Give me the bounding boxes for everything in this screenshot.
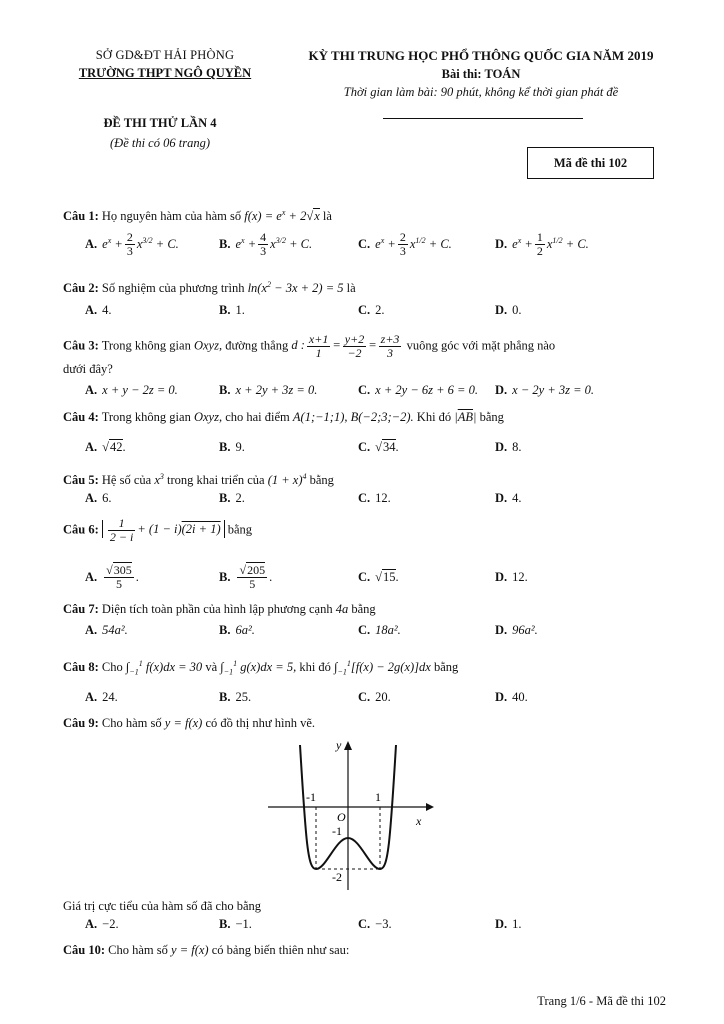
exam-title: KỲ THI TRUNG HỌC PHỔ THÔNG QUỐC GIA NĂM 2019: [308, 48, 654, 63]
origin-label: O: [337, 810, 346, 824]
q1-formula: $f(x) = e^x + 2√x$: [244, 208, 320, 224]
q5-option-c[interactable]: C. 12.: [358, 490, 391, 505]
q6-option-d[interactable]: D. 12.: [495, 569, 528, 584]
y-axis-label: y: [336, 738, 342, 752]
q10-text2: có bảng biến thiên như sau:: [211, 943, 350, 957]
q8-integral-combo: $\int_{-1}^1[f(x) - 2g(x)]dx$: [334, 659, 431, 677]
q8-option-b[interactable]: B. 25.: [219, 689, 252, 704]
q7-option-a[interactable]: A. 54a².: [85, 622, 128, 637]
q9-text: Cho hàm số: [101, 716, 162, 730]
q4-space: Oxyz,: [193, 410, 223, 424]
q3-option-c[interactable]: C. x + 2y − 6z + 6 = 0.: [358, 382, 478, 397]
q6-suffix: bằng: [227, 522, 253, 537]
q9-option-d[interactable]: D. 1.: [495, 916, 522, 931]
q2-text: Số nghiệm của phương trình: [101, 281, 245, 296]
q8-integral-g: $\int_{-1}^1$ g(x)dx = 5,: [220, 659, 297, 677]
q7-text: Diện tích toàn phần của hình lập phương cạnh: [101, 602, 333, 616]
header-divider: [383, 118, 583, 119]
q5-option-b[interactable]: B. 2.: [219, 490, 245, 505]
q4-option-d[interactable]: D. 8.: [495, 439, 522, 454]
q5-expr: $(1 + x)^4$: [267, 472, 307, 488]
q3-options: [85, 375, 685, 405]
q1-text: Họ nguyên hàm của hàm số: [101, 209, 242, 224]
q6-option-b[interactable]: B. $\frac{√205}{5}$ .: [219, 562, 273, 591]
q10-text: Cho hàm số: [108, 943, 168, 957]
q3-line-equation: d : $\frac{x+1}{1}$ = $\frac{y+2}{-2}$ = $\frac{z+3}{3}$: [291, 332, 400, 360]
q2-option-c[interactable]: C. 2.: [358, 302, 385, 317]
q2-options: [85, 295, 685, 325]
q2-option-b[interactable]: B. 1.: [219, 302, 245, 317]
exam-time: Thời gian làm bài: 90 phút, không kể thời gian phát đề: [343, 85, 619, 99]
exam-subject: Bài thi: TOÁN: [441, 67, 521, 81]
question-6: [63, 517, 683, 544]
q4-label: Câu 4:: [63, 410, 99, 424]
q8-option-d[interactable]: D. 40.: [495, 689, 528, 704]
q7-edge: 4a: [335, 602, 349, 616]
question-8: [63, 655, 683, 682]
q3-text2: đường thẳng: [225, 338, 289, 353]
q8-integral-f: $\int_{-1}^1$ f(x)dx = 30: [125, 659, 203, 677]
question-9: [63, 714, 683, 732]
q2-option-d[interactable]: D. 0.: [495, 302, 522, 317]
q2-formula: $\ln(x^2 - 3x + 2) = 5$: [247, 280, 344, 296]
x-axis-arrow: [426, 803, 434, 811]
q1-option-a[interactable]: A. $e^x$ + $\frac{2}{3}$ $x^{3/2} + C$.: [85, 229, 179, 258]
q4-option-b[interactable]: B. 9.: [219, 439, 245, 454]
q8-text: Cho: [101, 660, 123, 675]
question-1: [63, 204, 683, 225]
q8-suffix: bằng: [433, 660, 459, 675]
q6-options: [85, 562, 685, 592]
q2-option-a[interactable]: A. 4.: [85, 302, 112, 317]
department-name: SỞ GD&ĐT HẢI PHÒNG: [95, 48, 235, 62]
q8-label: Câu 8:: [63, 660, 99, 675]
q10-label: Câu 10:: [63, 943, 106, 957]
q9-option-c[interactable]: C. −3.: [358, 916, 392, 931]
q4-option-a[interactable]: A. √ 42 .: [85, 439, 126, 454]
q9-function: y = f(x): [164, 716, 203, 730]
q5-label: Câu 5:: [63, 473, 99, 488]
q10-function: y = f(x): [171, 943, 209, 957]
q6-option-c[interactable]: C. √ 15 .: [358, 569, 399, 584]
q4-options: [85, 432, 685, 462]
tick-label-1: 1: [375, 790, 381, 804]
q4-option-c[interactable]: C. √ 34 .: [358, 439, 399, 454]
q5-option-a[interactable]: A. 6.: [85, 490, 112, 505]
q7-options: [85, 615, 685, 645]
q9-label: Câu 9:: [63, 716, 99, 730]
q5-option-d[interactable]: D. 4.: [495, 490, 522, 505]
q7-suffix: bằng: [351, 602, 376, 616]
q7-option-d[interactable]: D. 96a².: [495, 622, 538, 637]
tick-label-y-minus2: -2: [332, 870, 342, 884]
header-right: [283, 47, 679, 101]
tick-label-minus1: -1: [306, 790, 316, 804]
q1-label: Câu 1:: [63, 209, 99, 224]
q4-suffix: Khi đó: [416, 410, 452, 424]
q1-options: [85, 229, 685, 259]
q8-options: [85, 682, 685, 712]
q3-option-b[interactable]: B. x + 2y + 3z = 0.: [219, 382, 318, 397]
q7-option-c[interactable]: C. 18a².: [358, 622, 401, 637]
question-10: [63, 941, 683, 959]
q6-expression: $\frac{1}{2 - i}$ + (1 − i)(2i + 1): [102, 520, 225, 538]
q3-label: Câu 3:: [63, 338, 99, 353]
q8-option-a[interactable]: A. 24.: [85, 689, 118, 704]
tick-label-y-minus1: -1: [332, 824, 342, 838]
q2-suffix: là: [346, 281, 356, 296]
q5-text: Hệ số của: [101, 473, 152, 488]
q3-space: Oxyz,: [193, 338, 223, 353]
y-axis-arrow: [344, 741, 352, 750]
q4-points: A(1;−1;1), B(−2;3;−2).: [292, 410, 414, 424]
page-footer: Trang 1/6 - Mã đề thi 102: [537, 994, 666, 1008]
q9-text2: có đồ thị như hình vẽ.: [205, 716, 316, 730]
q2-label: Câu 2:: [63, 281, 99, 296]
header-left: [60, 46, 270, 82]
school-name: TRƯỜNG THPT NGÔ QUYỀN: [78, 66, 252, 80]
question-3: [63, 333, 683, 360]
trial-info: [60, 113, 260, 153]
pages-note: (Đề thi có 06 trang): [110, 136, 210, 150]
q4-text: Trong không gian: [101, 410, 191, 424]
q9-option-b[interactable]: B. −1.: [219, 916, 252, 931]
exam-code-box: [527, 147, 654, 179]
q3-option-a[interactable]: A. x + y − 2z = 0.: [85, 382, 178, 397]
q4-suffix2: bằng: [479, 410, 504, 424]
q6-label: Câu 6:: [63, 522, 99, 537]
question-4: [63, 408, 683, 426]
function-graph: [268, 735, 438, 895]
q5-options: [85, 483, 685, 513]
q3-line2: dưới đây?: [63, 362, 113, 376]
q3-text: Trong không gian: [101, 338, 191, 353]
q8-and: và: [205, 660, 218, 675]
q5-suffix: bằng: [309, 473, 334, 488]
q4-vector: $|\overline{AB}|$: [454, 410, 477, 424]
q9-option-a[interactable]: A. −2.: [85, 916, 119, 931]
x-axis-label: x: [416, 814, 422, 828]
q9-options: [85, 909, 685, 939]
q7-label: Câu 7:: [63, 602, 99, 616]
q1-suffix: là: [322, 209, 332, 224]
question-2: [63, 276, 683, 297]
q5-text2: trong khai triển của: [167, 473, 265, 488]
q1-option-b[interactable]: B. $e^x$ + $\frac{4}{3}$ $x^{3/2} + C$.: [219, 229, 313, 258]
q3-option-d[interactable]: D. x − 2y + 3z = 0.: [495, 382, 595, 397]
trial-title: ĐỀ THI THỬ LẦN 4: [103, 116, 217, 130]
q8-then: khi đó: [299, 660, 331, 675]
exam-code: Mã đề thi 102: [553, 155, 628, 170]
q1-option-c[interactable]: C. $e^x$ + $\frac{2}{3}$ $x^{1/2} + C$.: [358, 229, 452, 258]
q4-text2: cho hai điểm: [225, 410, 290, 424]
q1-option-d[interactable]: D. $e^x$ + $\frac{1}{2}$ $x^{1/2} + C$.: [495, 229, 589, 258]
q8-option-c[interactable]: C. 20.: [358, 689, 391, 704]
q7-option-b[interactable]: B. 6a².: [219, 622, 255, 637]
q5-term: $x^3$: [154, 472, 164, 488]
q3-suffix: vuông góc với mặt phẳng nào: [406, 338, 556, 353]
q9-question: Giá trị cực tiểu của hàm số đã cho bằng: [63, 899, 262, 913]
q6-option-a[interactable]: A. $\frac{√305}{5}$ .: [85, 562, 139, 591]
